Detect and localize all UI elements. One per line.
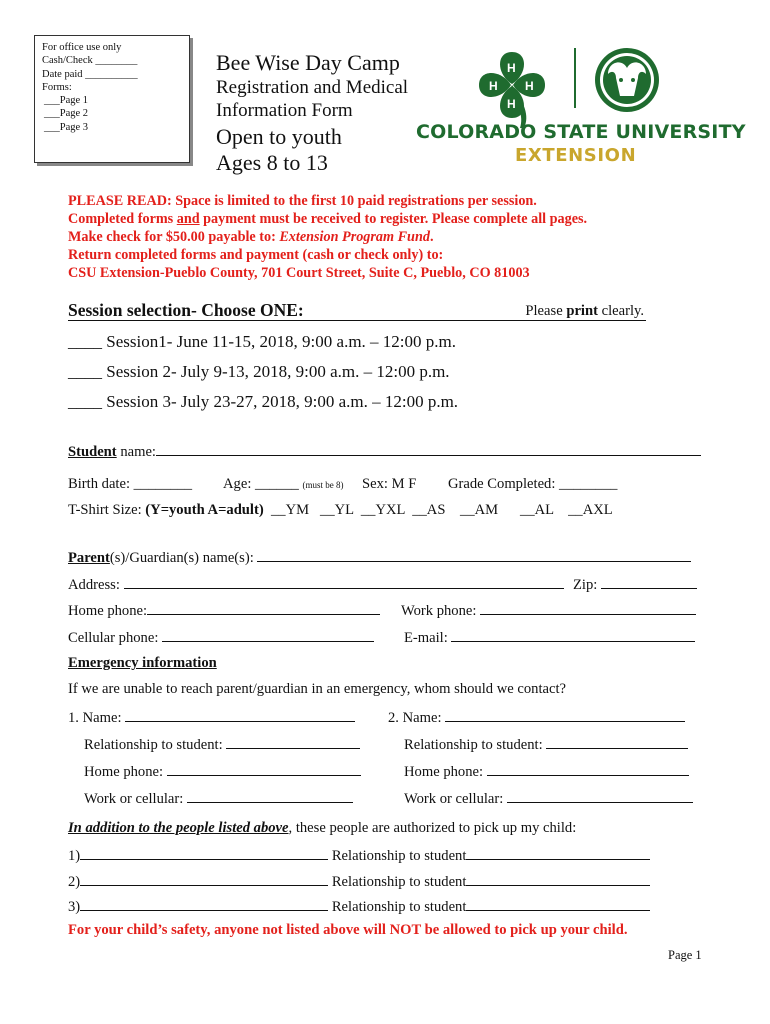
birth-date-field[interactable]: Birth date: ________	[68, 476, 193, 492]
pickup-rel-3-field[interactable]	[466, 896, 650, 911]
age-field[interactable]: Age: ______ (must be 8)	[223, 476, 344, 492]
emergency-work-2-field[interactable]	[507, 788, 693, 803]
svg-text:H: H	[507, 61, 516, 75]
zip-row: Zip:	[573, 574, 697, 594]
emergency-rel-2-row: Relationship to student:	[404, 734, 688, 754]
emergency-work-2-row: Work or cellular:	[404, 788, 693, 808]
work-phone-row: Work phone:	[401, 600, 696, 620]
email-field[interactable]	[451, 627, 695, 642]
emergency-home-1-field[interactable]	[167, 761, 361, 776]
student-name-row: Student name:	[68, 441, 701, 461]
emergency-name-1-row: 1. Name:	[68, 707, 355, 727]
svg-text:H: H	[489, 79, 498, 93]
office-page1: ___Page 1	[44, 95, 89, 107]
important-notice	[68, 192, 587, 282]
office-page3: ___Page 3	[44, 121, 89, 133]
office-page2: ___Page 2	[44, 108, 89, 120]
office-use-box	[34, 35, 190, 163]
pickup-name-3-field[interactable]	[80, 896, 328, 911]
emergency-rel-1-field[interactable]	[226, 734, 360, 749]
office-title: For office use only	[42, 42, 122, 53]
page-title: Bee Wise Day Camp	[216, 50, 400, 75]
notice-line2: Completed forms and payment must be received to register. Please complete all pages.	[68, 211, 588, 227]
home-phone-field[interactable]	[147, 600, 380, 615]
subtitle-line1: Registration and Medical	[216, 77, 409, 98]
open-to-youth: Open to youth	[216, 124, 342, 149]
pickup-rel-1-field[interactable]	[466, 845, 650, 860]
emergency-work-1-row: Work or cellular:	[84, 788, 353, 808]
session-heading-row	[68, 300, 646, 321]
notice-line4: Return completed forms and payment (cash or check only) to:	[68, 247, 444, 263]
emergency-work-1-field[interactable]	[187, 788, 353, 803]
pickup-name-1-field[interactable]	[80, 845, 328, 860]
pickup-person-3: 3) Relationship to student	[68, 896, 650, 916]
emergency-home-1-row: Home phone:	[84, 761, 361, 781]
sex-field[interactable]: Sex: M F	[362, 476, 417, 492]
emergency-rel-2-field[interactable]	[546, 734, 688, 749]
logo-extension-text: EXTENSION	[515, 145, 637, 166]
print-clearly: Please print clearly.	[525, 303, 644, 319]
address-row: Address:	[68, 574, 564, 594]
office-cash-check: Cash/Check ________	[42, 55, 138, 67]
session-heading: Session selection- Choose ONE:	[68, 300, 304, 320]
notice-line5: CSU Extension-Pueblo County, 701 Court Street, Suite C, Pueblo, CO 81003	[68, 265, 530, 281]
emergency-rel-1-row: Relationship to student:	[84, 734, 360, 754]
emergency-name-2-row: 2. Name:	[388, 707, 685, 727]
session-2-option[interactable]: ____ Session 2- July 9-13, 2018, 9:00 a.m. – 12:00 p.m.	[68, 362, 450, 381]
office-date-paid: Date paid __________	[42, 68, 138, 80]
tshirt-size-row[interactable]: T-Shirt Size: (Y=youth A=adult) __YM __YL __YXL __AS __AM __AL __AXL	[68, 502, 613, 518]
work-phone-field[interactable]	[480, 600, 696, 615]
notice-line1: PLEASE READ: Space is limited to the first 10 paid registrations per session.	[68, 193, 537, 209]
parent-name-row: Parent(s)/Guardian(s) name(s):	[68, 547, 691, 567]
zip-field[interactable]	[601, 574, 697, 589]
pickup-name-2-field[interactable]	[80, 871, 328, 886]
svg-text:H: H	[507, 97, 516, 111]
cell-phone-row: Cellular phone:	[68, 627, 374, 647]
title-block	[216, 50, 408, 176]
ages-range: Ages 8 to 13	[216, 150, 328, 175]
pickup-person-2: 2) Relationship to student	[68, 871, 650, 891]
emergency-question: If we are unable to reach parent/guardian in an emergency, whom should we contact?	[68, 681, 567, 697]
emergency-heading: Emergency information	[68, 655, 217, 671]
notice-line3: Make check for $50.00 payable to: Extension Program Fund.	[68, 229, 434, 245]
address-field[interactable]	[124, 574, 564, 589]
svg-text:H: H	[525, 79, 534, 93]
student-name-field[interactable]	[156, 441, 701, 456]
home-phone-row: Home phone:	[68, 600, 380, 620]
session-1-option[interactable]: ____ Session1- June 11-15, 2018, 9:00 a.m. – 12:00 p.m.	[68, 332, 456, 351]
parent-name-field[interactable]	[257, 547, 691, 562]
pickup-warning: For your child’s safety, anyone not listed above will NOT be allowed to pick up your child.	[68, 922, 628, 938]
logo-university-text: COLORADO STATE UNIVERSITY	[416, 121, 746, 143]
emergency-name-1-field[interactable]	[125, 707, 355, 722]
cell-phone-field[interactable]	[162, 627, 374, 642]
emergency-home-2-row: Home phone:	[404, 761, 689, 781]
session-3-option[interactable]: ____ Session 3- July 23-27, 2018, 9:00 a.m. – 12:00 p.m.	[68, 392, 459, 411]
emergency-name-2-field[interactable]	[445, 707, 685, 722]
office-forms: Forms:	[42, 81, 72, 93]
subtitle-line2: Information Form	[216, 100, 353, 121]
grade-field[interactable]: Grade Completed: ________	[448, 476, 618, 492]
pickup-intro: In addition to the people listed above, these people are authorized to pick up my child:	[68, 820, 577, 836]
pickup-person-1: 1) Relationship to student	[68, 845, 650, 865]
pickup-rel-2-field[interactable]	[466, 871, 650, 886]
email-row: E-mail:	[404, 627, 695, 647]
emergency-home-2-field[interactable]	[487, 761, 689, 776]
page-number: Page 1	[668, 948, 702, 962]
